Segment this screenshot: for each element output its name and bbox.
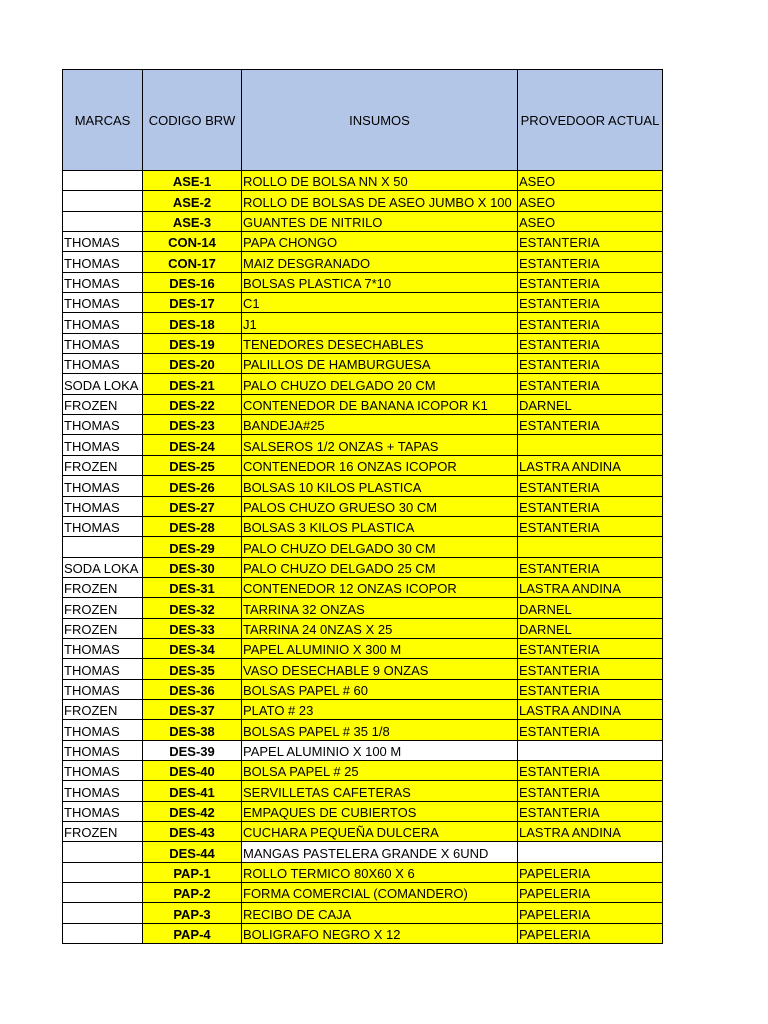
table-row: [63, 191, 663, 211]
marca-cell[interactable]: SODA LOKA: [63, 374, 143, 394]
insumo-cell[interactable]: BOLSAS PAPEL # 35 1/8: [242, 720, 518, 740]
table-row: [63, 252, 663, 272]
table-row: [63, 537, 663, 557]
codigo-cell[interactable]: DES-40: [143, 760, 242, 780]
proveedor-cell[interactable]: PAPELERIA: [518, 883, 663, 903]
proveedor-cell[interactable]: ESTANTERIA: [518, 781, 663, 801]
table-row: [63, 293, 663, 313]
codigo-cell[interactable]: DES-29: [143, 537, 242, 557]
insumo-cell[interactable]: TARRINA 24 0NZAS X 25: [242, 618, 518, 638]
insumo-cell[interactable]: PAPEL ALUMINIO X 100 M: [242, 740, 518, 760]
proveedor-cell[interactable]: ESTANTERIA: [518, 313, 663, 333]
proveedor-cell[interactable]: ESTANTERIA: [518, 496, 663, 516]
proveedor-cell[interactable]: [518, 435, 663, 455]
insumo-cell[interactable]: PALOS CHUZO GRUESO 30 CM: [242, 496, 518, 516]
proveedor-cell[interactable]: ESTANTERIA: [518, 293, 663, 313]
header-marcas[interactable]: MARCAS: [63, 70, 143, 171]
marca-cell[interactable]: THOMAS: [63, 496, 143, 516]
marca-cell[interactable]: FROZEN: [63, 618, 143, 638]
table-row: [63, 760, 663, 780]
table-header: [63, 70, 663, 171]
header-proveedor-actual[interactable]: PROVEDOOR ACTUAL: [518, 70, 663, 171]
codigo-cell[interactable]: DES-27: [143, 496, 242, 516]
codigo-cell[interactable]: DES-22: [143, 394, 242, 414]
insumo-cell[interactable]: PAPA CHONGO: [242, 232, 518, 252]
table-row: [63, 618, 663, 638]
codigo-cell[interactable]: DES-34: [143, 638, 242, 658]
codigo-cell[interactable]: DES-25: [143, 455, 242, 475]
table-row: [63, 842, 663, 862]
proveedor-cell[interactable]: ESTANTERIA: [518, 374, 663, 394]
insumo-cell[interactable]: CONTENEDOR 12 ONZAS ICOPOR: [242, 577, 518, 597]
marca-cell[interactable]: THOMAS: [63, 740, 143, 760]
proveedor-cell[interactable]: DARNEL: [518, 394, 663, 414]
codigo-cell[interactable]: DES-21: [143, 374, 242, 394]
insumo-cell[interactable]: ROLLO TERMICO 80X60 X 6: [242, 862, 518, 882]
proveedor-cell[interactable]: ESTANTERIA: [518, 252, 663, 272]
marca-cell[interactable]: FROZEN: [63, 577, 143, 597]
header-insumos[interactable]: INSUMOS: [242, 70, 518, 171]
proveedor-cell[interactable]: ASEO: [518, 191, 663, 211]
table-row: [63, 516, 663, 536]
codigo-cell[interactable]: DES-16: [143, 272, 242, 292]
insumo-cell[interactable]: RECIBO DE CAJA: [242, 903, 518, 923]
codigo-cell[interactable]: DES-19: [143, 333, 242, 353]
marca-cell[interactable]: [63, 883, 143, 903]
insumo-cell[interactable]: CONTENEDOR 16 ONZAS ICOPOR: [242, 455, 518, 475]
marca-cell[interactable]: [63, 903, 143, 923]
marca-cell[interactable]: FROZEN: [63, 455, 143, 475]
table-row: [63, 313, 663, 333]
table-row: [63, 598, 663, 618]
proveedor-cell[interactable]: LASTRA ANDINA: [518, 455, 663, 475]
table-row: [63, 679, 663, 699]
codigo-cell[interactable]: DES-39: [143, 740, 242, 760]
codigo-cell[interactable]: ASE-1: [143, 171, 242, 191]
insumo-cell[interactable]: GUANTES DE NITRILO: [242, 211, 518, 231]
proveedor-cell[interactable]: PAPELERIA: [518, 862, 663, 882]
proveedor-cell[interactable]: ESTANTERIA: [518, 801, 663, 821]
codigo-cell[interactable]: DES-31: [143, 577, 242, 597]
proveedor-cell[interactable]: LASTRA ANDINA: [518, 577, 663, 597]
inventory-table: [62, 69, 663, 944]
insumo-cell[interactable]: PLATO # 23: [242, 699, 518, 719]
proveedor-cell[interactable]: [518, 842, 663, 862]
codigo-cell[interactable]: DES-26: [143, 476, 242, 496]
header-codigo-brw[interactable]: CODIGO BRW: [143, 70, 242, 171]
table-row: [63, 740, 663, 760]
proveedor-cell[interactable]: PAPELERIA: [518, 923, 663, 943]
table-row: [63, 781, 663, 801]
insumo-cell[interactable]: MANGAS PASTELERA GRANDE X 6UND: [242, 842, 518, 862]
marca-cell[interactable]: THOMAS: [63, 293, 143, 313]
table-row: [63, 354, 663, 374]
marca-cell[interactable]: [63, 211, 143, 231]
marca-cell[interactable]: THOMAS: [63, 354, 143, 374]
insumo-cell[interactable]: EMPAQUES DE CUBIERTOS: [242, 801, 518, 821]
table-row: [63, 211, 663, 231]
codigo-cell[interactable]: DES-35: [143, 659, 242, 679]
marca-cell[interactable]: [63, 171, 143, 191]
proveedor-cell[interactable]: LASTRA ANDINA: [518, 699, 663, 719]
table-row: [63, 435, 663, 455]
marca-cell[interactable]: THOMAS: [63, 760, 143, 780]
marca-cell[interactable]: THOMAS: [63, 659, 143, 679]
insumo-cell[interactable]: PALO CHUZO DELGADO 20 CM: [242, 374, 518, 394]
insumo-cell[interactable]: VASO DESECHABLE 9 ONZAS: [242, 659, 518, 679]
proveedor-cell[interactable]: ESTANTERIA: [518, 272, 663, 292]
table-row: [63, 272, 663, 292]
table-row: [63, 374, 663, 394]
codigo-cell[interactable]: ASE-3: [143, 211, 242, 231]
insumo-cell[interactable]: TARRINA 32 ONZAS: [242, 598, 518, 618]
proveedor-cell[interactable]: ESTANTERIA: [518, 516, 663, 536]
insumo-cell[interactable]: BOLIGRAFO NEGRO X 12: [242, 923, 518, 943]
insumo-cell[interactable]: FORMA COMERCIAL (COMANDERO): [242, 883, 518, 903]
marca-cell[interactable]: FROZEN: [63, 699, 143, 719]
table-row: [63, 455, 663, 475]
codigo-cell[interactable]: PAP-2: [143, 883, 242, 903]
proveedor-cell[interactable]: [518, 740, 663, 760]
marca-cell[interactable]: [63, 842, 143, 862]
codigo-cell[interactable]: DES-20: [143, 354, 242, 374]
proveedor-cell[interactable]: ESTANTERIA: [518, 760, 663, 780]
insumo-cell[interactable]: PAPEL ALUMINIO X 300 M: [242, 638, 518, 658]
marca-cell[interactable]: [63, 862, 143, 882]
proveedor-cell[interactable]: ASEO: [518, 171, 663, 191]
insumo-cell[interactable]: CUCHARA PEQUEÑA DULCERA: [242, 822, 518, 842]
codigo-cell[interactable]: PAP-3: [143, 903, 242, 923]
table-row: [63, 720, 663, 740]
insumo-cell[interactable]: BOLSAS PAPEL # 60: [242, 679, 518, 699]
codigo-cell[interactable]: DES-24: [143, 435, 242, 455]
insumo-cell[interactable]: BOLSAS 10 KILOS PLASTICA: [242, 476, 518, 496]
codigo-cell[interactable]: DES-38: [143, 720, 242, 740]
proveedor-cell[interactable]: ESTANTERIA: [518, 659, 663, 679]
insumo-cell[interactable]: J1: [242, 313, 518, 333]
table-row: [63, 923, 663, 943]
insumo-cell[interactable]: BANDEJA#25: [242, 415, 518, 435]
table-row: [63, 171, 663, 191]
marca-cell[interactable]: THOMAS: [63, 435, 143, 455]
proveedor-cell[interactable]: ESTANTERIA: [518, 354, 663, 374]
codigo-cell[interactable]: DES-36: [143, 679, 242, 699]
marca-cell[interactable]: THOMAS: [63, 252, 143, 272]
proveedor-cell[interactable]: ESTANTERIA: [518, 638, 663, 658]
table-row: [63, 476, 663, 496]
insumo-cell[interactable]: BOLSAS 3 KILOS PLASTICA: [242, 516, 518, 536]
insumo-cell[interactable]: BOLSAS PLASTICA 7*10: [242, 272, 518, 292]
insumo-cell[interactable]: SERVILLETAS CAFETERAS: [242, 781, 518, 801]
codigo-cell[interactable]: DES-41: [143, 781, 242, 801]
table-row: [63, 638, 663, 658]
marca-cell[interactable]: FROZEN: [63, 598, 143, 618]
codigo-cell[interactable]: DES-18: [143, 313, 242, 333]
insumo-cell[interactable]: BOLSA PAPEL # 25: [242, 760, 518, 780]
marca-cell[interactable]: THOMAS: [63, 679, 143, 699]
codigo-cell[interactable]: PAP-4: [143, 923, 242, 943]
codigo-cell[interactable]: DES-30: [143, 557, 242, 577]
table-row: [63, 883, 663, 903]
table-row: [63, 333, 663, 353]
codigo-cell[interactable]: ASE-2: [143, 191, 242, 211]
marca-cell[interactable]: THOMAS: [63, 333, 143, 353]
insumo-cell[interactable]: PALO CHUZO DELGADO 30 CM: [242, 537, 518, 557]
marca-cell[interactable]: FROZEN: [63, 822, 143, 842]
insumo-cell[interactable]: CONTENEDOR DE BANANA ICOPOR K1: [242, 394, 518, 414]
codigo-cell[interactable]: DES-43: [143, 822, 242, 842]
insumo-cell[interactable]: PALO CHUZO DELGADO 25 CM: [242, 557, 518, 577]
codigo-cell[interactable]: PAP-1: [143, 862, 242, 882]
codigo-cell[interactable]: CON-14: [143, 232, 242, 252]
codigo-cell[interactable]: DES-42: [143, 801, 242, 821]
table-row: [63, 232, 663, 252]
proveedor-cell[interactable]: ESTANTERIA: [518, 415, 663, 435]
proveedor-cell[interactable]: ESTANTERIA: [518, 720, 663, 740]
proveedor-cell[interactable]: [518, 537, 663, 557]
insumo-cell[interactable]: SALSEROS 1/2 ONZAS + TAPAS: [242, 435, 518, 455]
insumo-cell[interactable]: PALILLOS DE HAMBURGUESA: [242, 354, 518, 374]
marca-cell[interactable]: THOMAS: [63, 313, 143, 333]
codigo-cell[interactable]: CON-17: [143, 252, 242, 272]
proveedor-cell[interactable]: PAPELERIA: [518, 903, 663, 923]
codigo-cell[interactable]: DES-17: [143, 293, 242, 313]
proveedor-cell[interactable]: ESTANTERIA: [518, 333, 663, 353]
proveedor-cell[interactable]: DARNEL: [518, 618, 663, 638]
marca-cell[interactable]: THOMAS: [63, 638, 143, 658]
marca-cell[interactable]: THOMAS: [63, 781, 143, 801]
proveedor-cell[interactable]: LASTRA ANDINA: [518, 822, 663, 842]
table-row: [63, 822, 663, 842]
table-row: [63, 394, 663, 414]
proveedor-cell[interactable]: ESTANTERIA: [518, 679, 663, 699]
table-row: [63, 577, 663, 597]
table-row: [63, 862, 663, 882]
codigo-cell[interactable]: DES-33: [143, 618, 242, 638]
proveedor-cell[interactable]: ESTANTERIA: [518, 476, 663, 496]
marca-cell[interactable]: THOMAS: [63, 476, 143, 496]
marca-cell[interactable]: [63, 191, 143, 211]
marca-cell[interactable]: THOMAS: [63, 801, 143, 821]
insumo-cell[interactable]: TENEDORES DESECHABLES: [242, 333, 518, 353]
codigo-cell[interactable]: DES-37: [143, 699, 242, 719]
table-body: [63, 171, 663, 944]
marca-cell[interactable]: [63, 923, 143, 943]
marca-cell[interactable]: SODA LOKA: [63, 557, 143, 577]
table-row: [63, 496, 663, 516]
marca-cell[interactable]: THOMAS: [63, 720, 143, 740]
marca-cell[interactable]: THOMAS: [63, 272, 143, 292]
codigo-cell[interactable]: DES-44: [143, 842, 242, 862]
marca-cell[interactable]: FROZEN: [63, 394, 143, 414]
table-row: [63, 557, 663, 577]
proveedor-cell[interactable]: ESTANTERIA: [518, 557, 663, 577]
proveedor-cell[interactable]: DARNEL: [518, 598, 663, 618]
codigo-cell[interactable]: DES-28: [143, 516, 242, 536]
header-row: [63, 70, 663, 171]
table-row: [63, 415, 663, 435]
table-row: [63, 659, 663, 679]
insumo-cell[interactable]: ROLLO DE BOLSAS DE ASEO JUMBO X 100: [242, 191, 518, 211]
proveedor-cell[interactable]: ASEO: [518, 211, 663, 231]
insumo-cell[interactable]: ROLLO DE BOLSA NN X 50: [242, 171, 518, 191]
table-row: [63, 699, 663, 719]
codigo-cell[interactable]: DES-23: [143, 415, 242, 435]
codigo-cell[interactable]: DES-32: [143, 598, 242, 618]
insumo-cell[interactable]: C1: [242, 293, 518, 313]
marca-cell[interactable]: THOMAS: [63, 516, 143, 536]
marca-cell[interactable]: THOMAS: [63, 232, 143, 252]
proveedor-cell[interactable]: ESTANTERIA: [518, 232, 663, 252]
table-row: [63, 903, 663, 923]
insumo-cell[interactable]: MAIZ DESGRANADO: [242, 252, 518, 272]
marca-cell[interactable]: THOMAS: [63, 415, 143, 435]
table-row: [63, 801, 663, 821]
marca-cell[interactable]: [63, 537, 143, 557]
